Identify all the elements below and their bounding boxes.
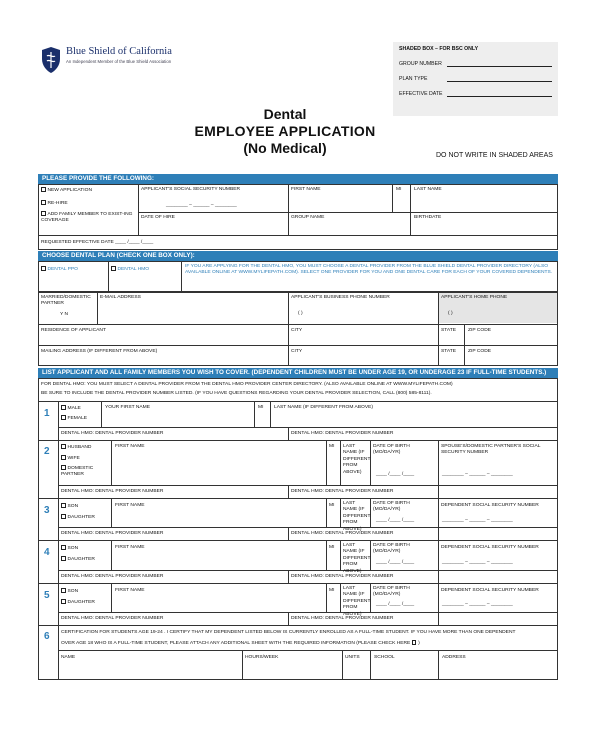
mailing-city-label: CITY <box>291 349 303 354</box>
group-number-field[interactable] <box>447 61 552 67</box>
add-family-checkbox[interactable] <box>41 211 46 216</box>
member-1-female-option[interactable] <box>61 415 87 422</box>
zip-label: ZIP CODE <box>468 328 492 333</box>
logo-name: Blue Shield of California <box>66 46 172 57</box>
date-of-hire-label: DATE OF HIRE <box>141 215 175 220</box>
member-4-son-option[interactable] <box>61 545 78 552</box>
member-5-last-name-label: LAST NAME (IF DIFFERENT FROM ABOVE) <box>343 586 371 617</box>
member-5-daughter-label: DAUGHTER <box>67 600 95 605</box>
section-provide-header: PLEASE PROVIDE THE FOLLOWING: <box>38 174 558 184</box>
member-5-daughter-checkbox[interactable] <box>61 599 66 604</box>
member-3-mi-label: MI <box>329 503 335 508</box>
member-3-first-name-label: FIRST NAME <box>115 503 145 508</box>
member-4-last-name-label: LAST NAME (IF DIFFERENT FROM ABOVE) <box>343 543 371 574</box>
rehire-label: RE-HIRE <box>47 201 68 206</box>
add-family-label: ADD FAMILY MEMBER TO EXIST-ING COVERAGE <box>41 212 133 224</box>
effective-date-field[interactable] <box>447 91 552 97</box>
rehire-checkbox[interactable] <box>41 200 46 205</box>
member-number-5: 5 <box>44 590 50 601</box>
member-5-dob-label: DATE OF BIRTH (MO/DA/YR) <box>373 586 410 598</box>
dental-hmo-option[interactable] <box>111 266 149 273</box>
section-plan-header: CHOOSE DENTAL PLAN (CHECK ONE BOX ONLY): <box>38 251 558 261</box>
member-2-dob-label: DATE OF BIRTH (MO/DA/YR) <box>373 444 410 456</box>
member-3-son-label: SON <box>67 504 79 509</box>
member-1-last-name-label: LAST NAME (IF DIFFERENT FROM ABOVE) <box>274 405 374 410</box>
business-phone-field[interactable]: ( ) <box>298 311 303 316</box>
member-4-provider-label-2: DENTAL HMO: DENTAL PROVIDER NUMBER <box>291 574 394 579</box>
add-family-option[interactable] <box>41 211 137 225</box>
hmo-note-line-1: FOR DENTAL HMO: YOU MUST SELECT A DENTAL PROVIDER FROM THE DENTAL HMO PROVIDER CENTER DIRECTORY. (ALSO AVAILABLE ONLINE AT WWW.MYLIFEPATH.COM) <box>41 382 453 387</box>
title-line-1: Dental <box>263 106 307 122</box>
member-2-domestic-partner-option[interactable] <box>61 465 109 479</box>
applicant-ssn-label: APPLICANT'S SOCIAL SECURITY NUMBER <box>141 187 241 192</box>
office-use-box <box>393 42 558 116</box>
member-2-wife-checkbox[interactable] <box>61 455 66 460</box>
member-5-first-name-label: FIRST NAME <box>115 588 145 593</box>
member-1-male-checkbox[interactable] <box>61 405 66 410</box>
hours-week-label: HOURS/WEEK <box>245 655 279 660</box>
member-2-first-name-label: FIRST NAME <box>115 444 145 449</box>
mailing-state-label: STATE <box>441 349 457 354</box>
member-1-provider-label: DENTAL HMO: DENTAL PROVIDER NUMBER <box>61 431 164 436</box>
title-line-2: EMPLOYEE APPLICATION <box>194 123 376 139</box>
member-2-last-name-label: LAST NAME (IF DIFFERENT FROM ABOVE) <box>343 444 371 475</box>
member-4-mi-label: MI <box>329 545 335 550</box>
member-3-son-checkbox[interactable] <box>61 503 66 508</box>
member-5-mi-label: MI <box>329 588 335 593</box>
mailing-address-label: MAILING ADDRESS (IF DIFFERENT FROM ABOVE) <box>41 349 158 354</box>
dental-hmo-label: DENTAL HMO <box>117 267 150 272</box>
home-phone-field[interactable]: ( ) <box>448 311 453 316</box>
certify-line-1: CERTIFICATION FOR STUDENTS AGE 19-24 . I CERTIFY THAT MY DEPENDENT LISTED BELOW IS CURRENTLY ENROLLED AS A FULL-TIME STUDENT. IF YOU HAVE MORE THAN ONE DEPENDENT <box>61 630 516 635</box>
last-name-label: LAST NAME <box>414 187 442 192</box>
member-3-dependent-ssn-label: DEPENDENT SOCIAL SECURITY NUMBER <box>441 503 539 508</box>
member-2-wife-label: WIFE <box>67 456 80 461</box>
member-2-husband-label: HUSBAND <box>67 445 92 450</box>
member-2-ssn-field[interactable]: ________ – ______ – ________ <box>442 472 513 477</box>
certify-line-2: OVER AGE 18 WHO IS A FULL-TIME STUDENT, PLEASE ATTACH ANY ADDITIONAL SHEET WITH THE REQUIRED INFORMATION (PLEASE CHECK HERE ) <box>61 641 420 646</box>
certify-line-2-text: OVER AGE 18 WHO IS A FULL-TIME STUDENT, PLEASE ATTACH ANY ADDITIONAL SHEET WITH THE REQUIRED INFORMATION (PLEASE CHECK HERE <box>61 641 411 646</box>
member-5-son-checkbox[interactable] <box>61 588 66 593</box>
member-5-dependent-ssn-label: DEPENDENT SOCIAL SECURITY NUMBER <box>441 588 539 593</box>
member-3-ssn-field[interactable]: ________ – ______ – ________ <box>442 518 513 523</box>
new-application-label: NEW APPLICATION <box>47 188 92 193</box>
marital-label: MARRIED/DOMESTIC PARTNER <box>41 295 91 307</box>
plan-type-label: PLAN TYPE <box>399 76 428 82</box>
residence-label: RESIDENCE OF APPLICANT <box>41 328 106 333</box>
member-2-domestic-partner-label: DOMESTIC PARTNER <box>61 466 94 478</box>
applicant-ssn-field[interactable]: ________ – ______ – ________ <box>166 203 237 208</box>
group-name-label: GROUP NAME <box>291 215 325 220</box>
member-3-daughter-option[interactable] <box>61 514 95 521</box>
mailing-zip-label: ZIP CODE <box>468 349 492 354</box>
member-4-son-label: SON <box>67 546 79 551</box>
member-3-daughter-checkbox[interactable] <box>61 514 66 519</box>
member-2-provider-label-2: DENTAL HMO: DENTAL PROVIDER NUMBER <box>291 489 394 494</box>
email-label: E-MAIL ADDRESS <box>100 295 141 300</box>
member-number-6: 6 <box>44 631 50 642</box>
member-5-daughter-option[interactable] <box>61 599 95 606</box>
section-family-header: LIST APPLICANT AND ALL FAMILY MEMBERS YOU WISH TO COVER. (DEPENDENT CHILDREN MUST BE UNDER AGE 19, OR UNDERAGE 23 IF FULL-TIME STUDENTS.) <box>38 368 558 378</box>
member-2-provider-label: DENTAL HMO: DENTAL PROVIDER NUMBER <box>61 489 164 494</box>
member-5-dob-field[interactable]: ____ /____ /____ <box>376 602 415 607</box>
member-3-provider-label-2: DENTAL HMO: DENTAL PROVIDER NUMBER <box>291 531 394 536</box>
member-3-dob-label: DATE OF BIRTH (MO/DA/YR) <box>373 501 410 513</box>
title-line-3: (No Medical) <box>243 140 327 156</box>
plan-type-field[interactable] <box>447 76 552 82</box>
member-3-daughter-label: DAUGHTER <box>67 515 95 520</box>
member-5-provider-label-2: DENTAL HMO: DENTAL PROVIDER NUMBER <box>291 616 394 621</box>
member-1-male-label: MALE <box>67 406 81 411</box>
hmo-note-line-2: BE SURE TO INCLUDE THE DENTAL PROVIDER NUMBER LISTED. (IF YOU HAVE QUESTIONS REGARDING YOUR DENTAL PROVIDER SELECTION, CALL (800) 585-8111). <box>41 391 432 396</box>
requested-effective-row <box>41 240 153 246</box>
member-3-provider-label: DENTAL HMO: DENTAL PROVIDER NUMBER <box>61 531 164 536</box>
new-application-checkbox[interactable] <box>41 187 46 192</box>
units-label: UNITS <box>345 655 360 660</box>
member-2-husband-option[interactable] <box>61 444 91 451</box>
member-4-daughter-label: DAUGHTER <box>67 557 95 562</box>
member-1-provider-label-2: DENTAL HMO: DENTAL PROVIDER NUMBER <box>291 431 394 436</box>
member-number-3: 3 <box>44 505 50 516</box>
member-1-female-checkbox[interactable] <box>61 415 66 420</box>
member-number-4: 4 <box>44 547 50 558</box>
member-1-first-name-label: YOUR FIRST NAME <box>105 405 151 410</box>
member-2-wife-option[interactable] <box>61 455 80 462</box>
dental-ppo-option[interactable] <box>41 266 78 273</box>
requested-effective-label: REQUESTED EFFECTIVE DATE <box>41 240 114 245</box>
blue-shield-logo <box>40 46 172 74</box>
member-5-ssn-field[interactable]: ________ – ______ – ________ <box>442 602 513 607</box>
member-4-dob-field[interactable]: ____ /____ /____ <box>376 560 415 565</box>
member-2-husband-checkbox[interactable] <box>61 444 66 449</box>
member-4-daughter-checkbox[interactable] <box>61 556 66 561</box>
member-4-dependent-ssn-label: DEPENDENT SOCIAL SECURITY NUMBER <box>441 545 539 550</box>
state-label: STATE <box>441 328 457 333</box>
member-3-dob-field[interactable]: ____ /____ /____ <box>376 518 415 523</box>
member-3-last-name-label: LAST NAME (IF DIFFERENT FROM ABOVE) <box>343 501 371 532</box>
shield-logo-icon <box>40 46 62 74</box>
member-4-dob-label: DATE OF BIRTH (MO/DA/YR) <box>373 543 410 555</box>
member-1-male-option[interactable] <box>61 405 81 412</box>
member-4-son-checkbox[interactable] <box>61 545 66 550</box>
group-number-label: GROUP NUMBER <box>399 61 442 67</box>
school-address-label: ADDRESS <box>442 655 466 660</box>
office-use-title: SHADED BOX – FOR BSC ONLY <box>399 46 479 52</box>
student-name-label: NAME <box>61 655 76 660</box>
marital-yn-options[interactable]: Y N <box>60 312 69 317</box>
new-application-option[interactable] <box>41 187 92 194</box>
effective-date-label: EFFECTIVE DATE <box>399 91 443 97</box>
member-2-dob-field[interactable]: ____ /____ /____ <box>376 472 415 477</box>
member-number-2: 2 <box>44 446 50 457</box>
member-1-mi-label: MI <box>258 405 264 410</box>
logo-tagline: An Independent Member of the Blue Shield Association <box>66 59 172 64</box>
member-4-first-name-label: FIRST NAME <box>115 545 145 550</box>
member-2-mi-label: MI <box>329 444 335 449</box>
member-3-son-option[interactable] <box>61 503 78 510</box>
member-4-daughter-option[interactable] <box>61 556 95 563</box>
member-4-ssn-field[interactable]: ________ – ______ – ________ <box>442 560 513 565</box>
member-4-provider-label: DENTAL HMO: DENTAL PROVIDER NUMBER <box>61 574 164 579</box>
attach-sheet-checkbox[interactable] <box>412 640 417 645</box>
school-label: SCHOOL <box>374 655 395 660</box>
requested-effective-field[interactable]: ____ /____ /____ <box>115 240 154 245</box>
member-1-female-label: FEMALE <box>67 416 88 421</box>
member-5-son-label: SON <box>67 589 79 594</box>
dental-ppo-checkbox[interactable] <box>41 266 46 271</box>
member-2-domestic-partner-checkbox[interactable] <box>61 465 66 470</box>
business-phone-label: APPLICANT'S BUSINESS PHONE NUMBER <box>291 295 390 300</box>
rehire-option[interactable] <box>41 200 68 207</box>
member-5-son-option[interactable] <box>61 588 78 595</box>
home-phone-label: APPLICANT'S HOME PHONE <box>441 295 508 300</box>
do-not-write-note: DO NOT WRITE IN SHADED AREAS <box>436 152 553 159</box>
birthdate-label: BIRTHDATE <box>414 215 442 220</box>
member-5-provider-label: DENTAL HMO: DENTAL PROVIDER NUMBER <box>61 616 164 621</box>
mi-label: MI <box>396 187 402 192</box>
first-name-label: FIRST NAME <box>291 187 321 192</box>
dental-ppo-label: DENTAL PPO <box>47 267 78 272</box>
member-2-spouse-ssn-label: SPOUSE'S/DOMESTIC PARTNER'S SOCIAL SECURITY NUMBER <box>441 444 541 456</box>
dental-hmo-checkbox[interactable] <box>111 266 116 271</box>
member-number-1: 1 <box>44 408 50 419</box>
city-label: CITY <box>291 328 303 333</box>
plan-hmo-note: IF YOU ARE APPLYING FOR THE DENTAL HMO, YOU MUST CHOOSE A DENTAL PROVIDER FROM THE BLUE SHIELD DENTAL PROVIDER DIRECTORY (ALSO AVAILABLE ONLINE AT WWW.MYLIFEPATH.COM). SELECT ONE PROVIDER FOR YOU AND ONE DENTAL CARE FOR EACH OF YOUR COVERED DEPENDENTS. <box>185 264 553 276</box>
